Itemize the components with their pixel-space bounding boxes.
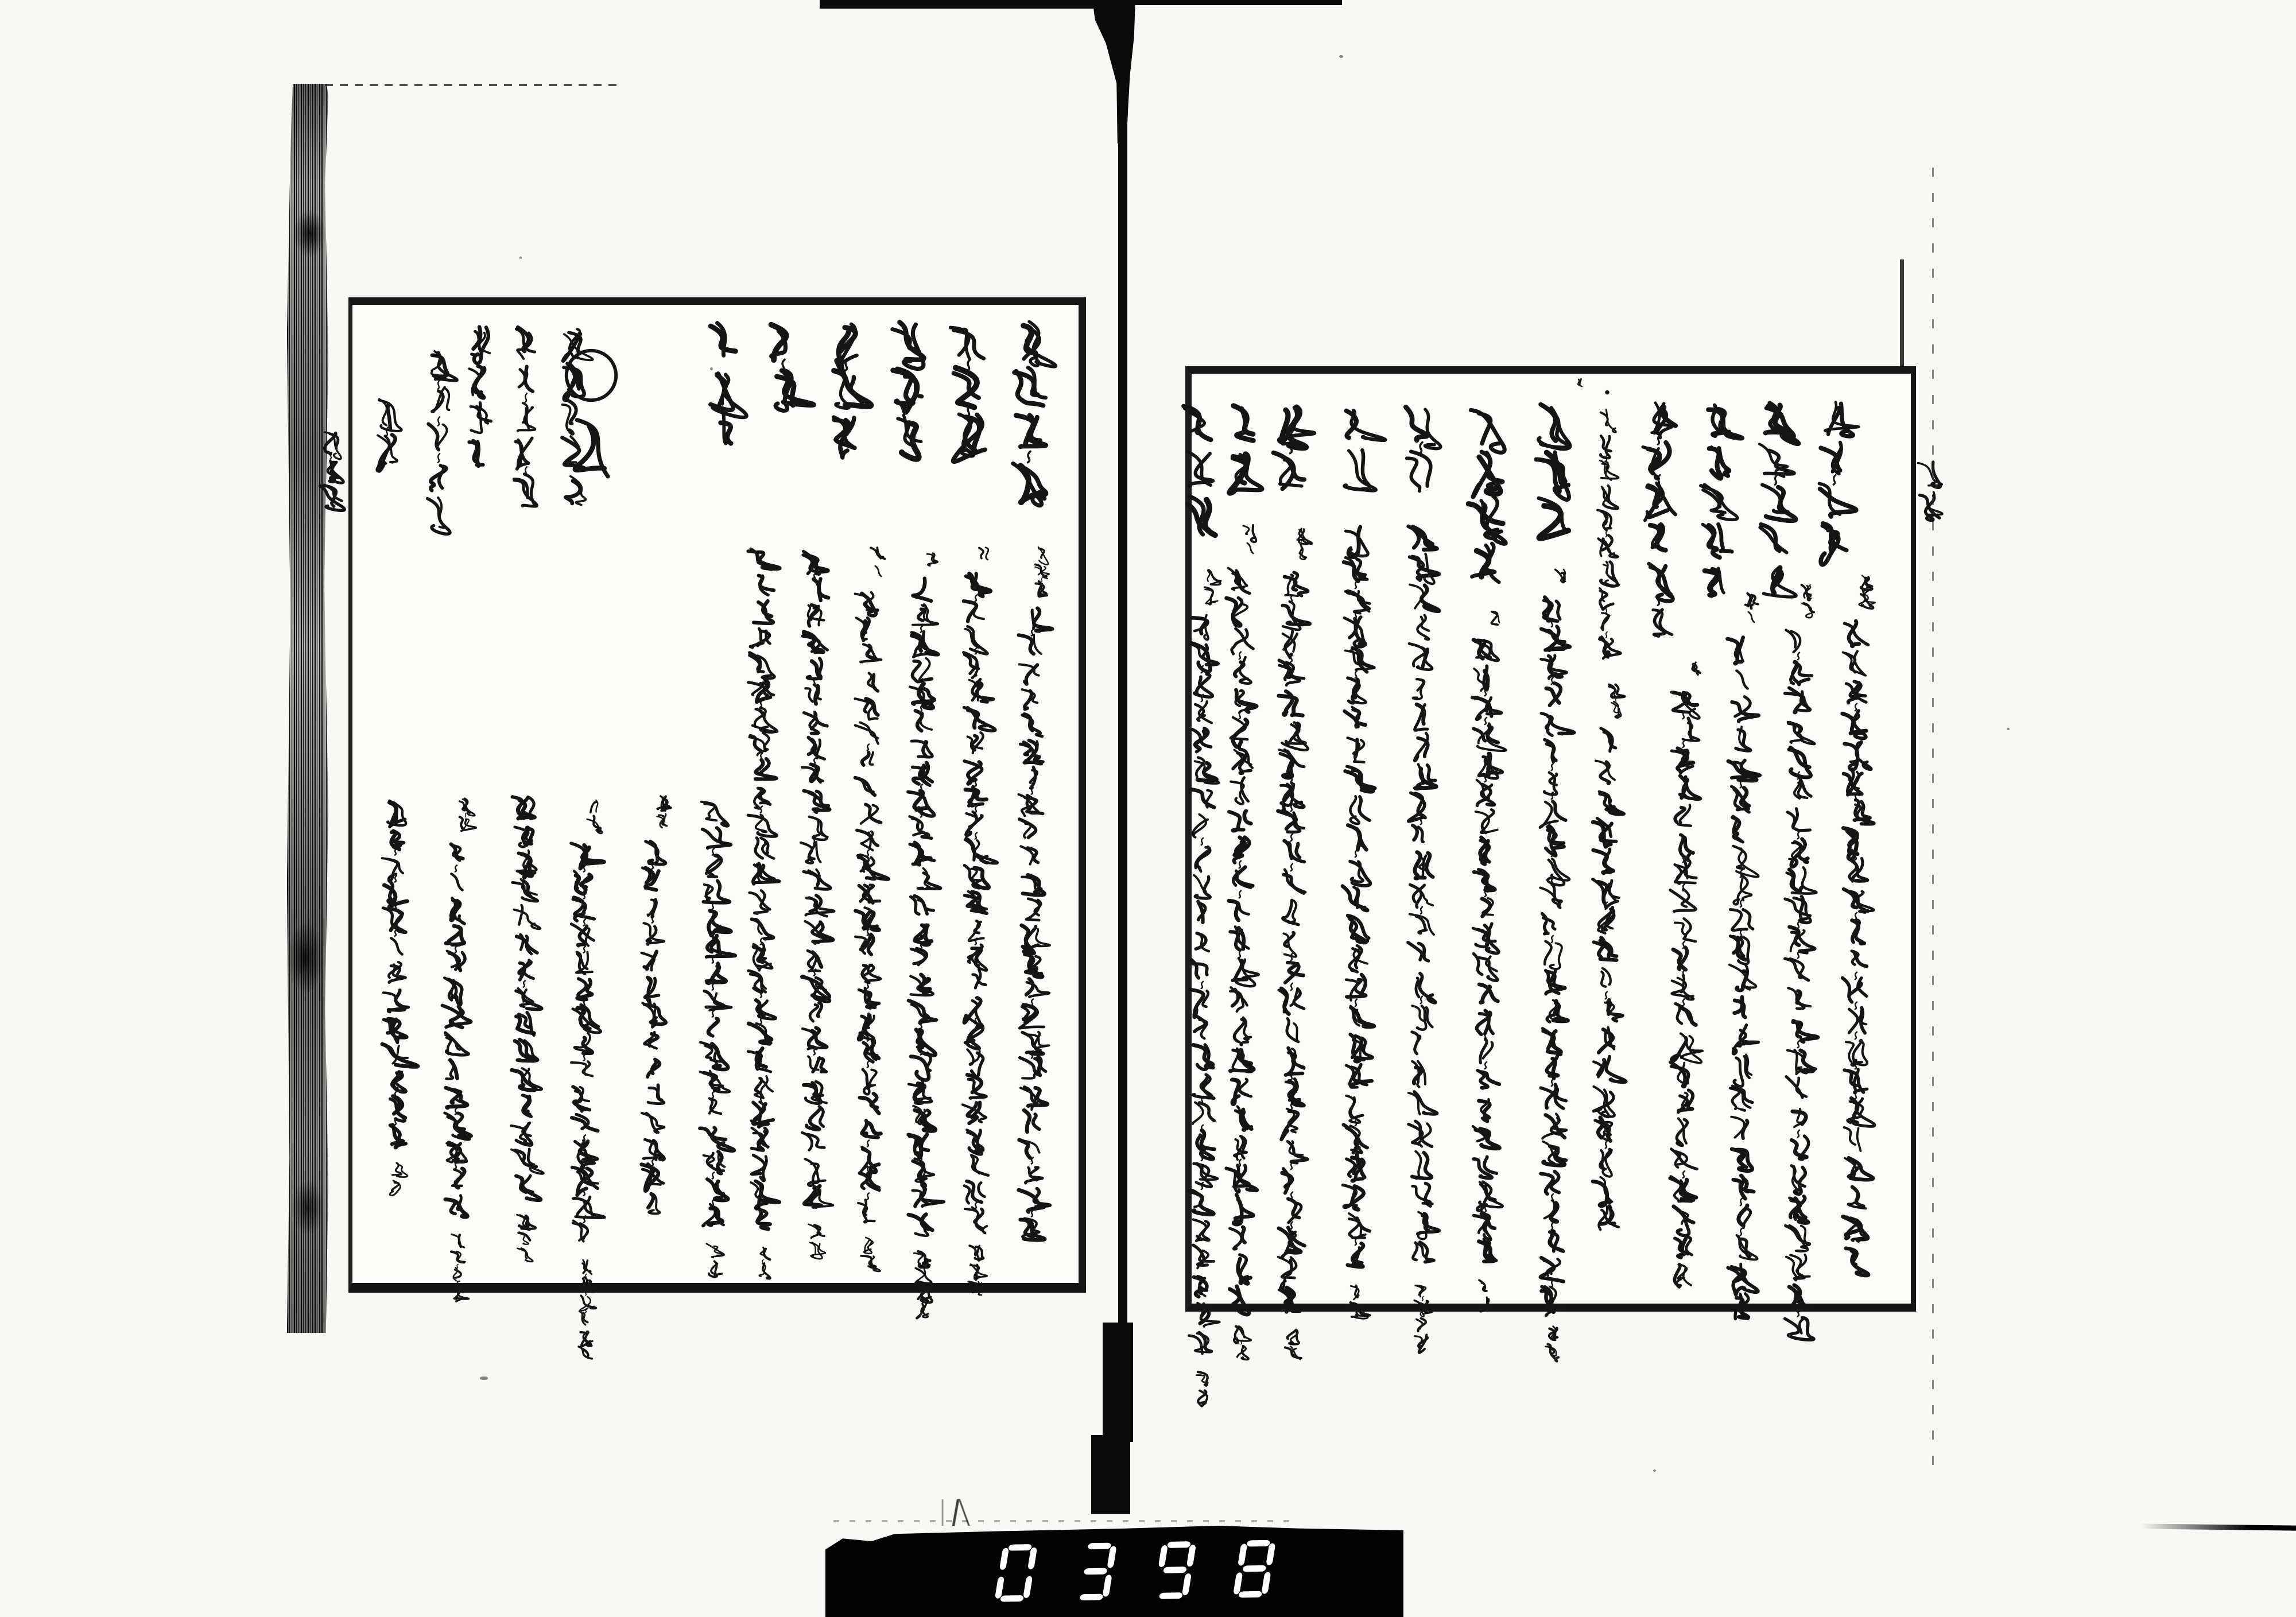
poem-column (959, 572, 995, 1232)
outer-page-edge-line (1932, 168, 1934, 1471)
poem-source (1486, 608, 1506, 626)
binding-strip-mid-block (1103, 1323, 1133, 1442)
poem-column (1781, 626, 1818, 1343)
margin-label-left (317, 429, 347, 509)
scan-speck (1653, 1469, 1656, 1472)
topic-column (1178, 402, 1228, 540)
poem-column (904, 576, 941, 1236)
scan-speck (519, 257, 522, 259)
poem-source (1033, 545, 1052, 597)
topic-column (1397, 402, 1448, 494)
poem-column (1589, 727, 1626, 1234)
poem-author (966, 1244, 990, 1296)
poem-author (1411, 1281, 1436, 1350)
topic-column (945, 319, 995, 457)
poem-author (1346, 1284, 1370, 1319)
counter-digit (1079, 1542, 1117, 1600)
poem-author (1192, 1371, 1216, 1405)
poem-column (1274, 569, 1311, 1315)
poem-source (1203, 568, 1222, 603)
poem-author (575, 1259, 599, 1362)
border-extension-artifact (1900, 259, 1904, 370)
counter-digit (1153, 1541, 1197, 1599)
top-edge-bar-thick (820, 0, 1128, 9)
counter-digit (994, 1544, 1038, 1602)
poem-source (1684, 660, 1704, 677)
poem-column (1404, 522, 1441, 1269)
topic-mark (1572, 377, 1587, 390)
poem-column (696, 798, 732, 1230)
topic-column (1528, 402, 1578, 540)
poem-column (635, 839, 672, 1216)
poem-author (446, 1232, 470, 1301)
poem-column (744, 545, 781, 1232)
scan-speck (1339, 55, 1343, 58)
poem-source (1240, 522, 1260, 557)
topic-column (1267, 402, 1318, 494)
topic-column (559, 324, 594, 508)
poem-column (1185, 612, 1221, 1358)
poem-author (912, 1249, 936, 1318)
poem-column (851, 589, 887, 1223)
topic-column (509, 324, 545, 508)
poem-author (1542, 1325, 1566, 1359)
topic-column (1005, 319, 1056, 503)
topic-column (696, 319, 747, 457)
counter-digit (1232, 1540, 1276, 1598)
counter-digits (992, 1538, 1325, 1609)
poem-column (1223, 566, 1259, 1312)
scratch-dashes (833, 1520, 1293, 1522)
poem-author (1282, 1328, 1306, 1362)
topic-column (1593, 382, 1621, 660)
poem-column (507, 795, 544, 1200)
poem-author (703, 1242, 727, 1277)
poem-column (1666, 687, 1703, 1289)
poem-column (378, 798, 415, 1149)
topic-column (422, 348, 457, 532)
poem-column (797, 550, 834, 1210)
topic-column (1461, 402, 1512, 585)
poem-column (1839, 618, 1875, 1274)
poem-source (1742, 591, 1761, 626)
poem-source (1607, 683, 1626, 718)
topic-column (370, 395, 406, 468)
binding-strip (1118, 0, 1127, 1327)
poem-column (567, 842, 604, 1246)
poem-column (1535, 595, 1572, 1312)
margin-label-right (1914, 458, 1946, 522)
topic-column (885, 319, 935, 457)
poem-column (1015, 606, 1052, 1240)
binding-strip-low-block (1091, 1435, 1130, 1514)
poem-column (1339, 525, 1375, 1271)
topic-column (759, 319, 810, 411)
poem-author (386, 1161, 410, 1196)
scan-speck (2007, 728, 2010, 730)
poem-source (1856, 574, 1876, 608)
poem-source (1799, 583, 1818, 617)
poem-source (868, 545, 888, 580)
frame-counter (825, 1526, 1403, 1617)
poem-column (439, 842, 475, 1219)
topic-column (1755, 400, 1799, 600)
scan-speck (710, 367, 713, 370)
topic-column (1332, 402, 1382, 494)
topic-column (1813, 400, 1858, 560)
poem-author (1230, 1325, 1254, 1359)
poem-source (922, 550, 941, 567)
poem-author (1476, 1279, 1500, 1313)
topic-column (1638, 400, 1682, 641)
poem-source (1292, 525, 1312, 560)
poem-source (585, 798, 604, 832)
topic-column (823, 319, 873, 457)
poem-source (653, 795, 673, 829)
poem-author (858, 1235, 882, 1270)
topic-column (1696, 400, 1741, 600)
poem-source (1553, 568, 1572, 585)
scan-speck (480, 1376, 488, 1380)
poem-source (456, 798, 476, 832)
poem-author (751, 1244, 775, 1279)
poem-source (976, 545, 996, 563)
poem-column (1724, 635, 1760, 1321)
poem-column (1468, 635, 1505, 1266)
topic-column (463, 324, 499, 471)
poem-author (805, 1223, 829, 1257)
poem-author (514, 1212, 538, 1264)
